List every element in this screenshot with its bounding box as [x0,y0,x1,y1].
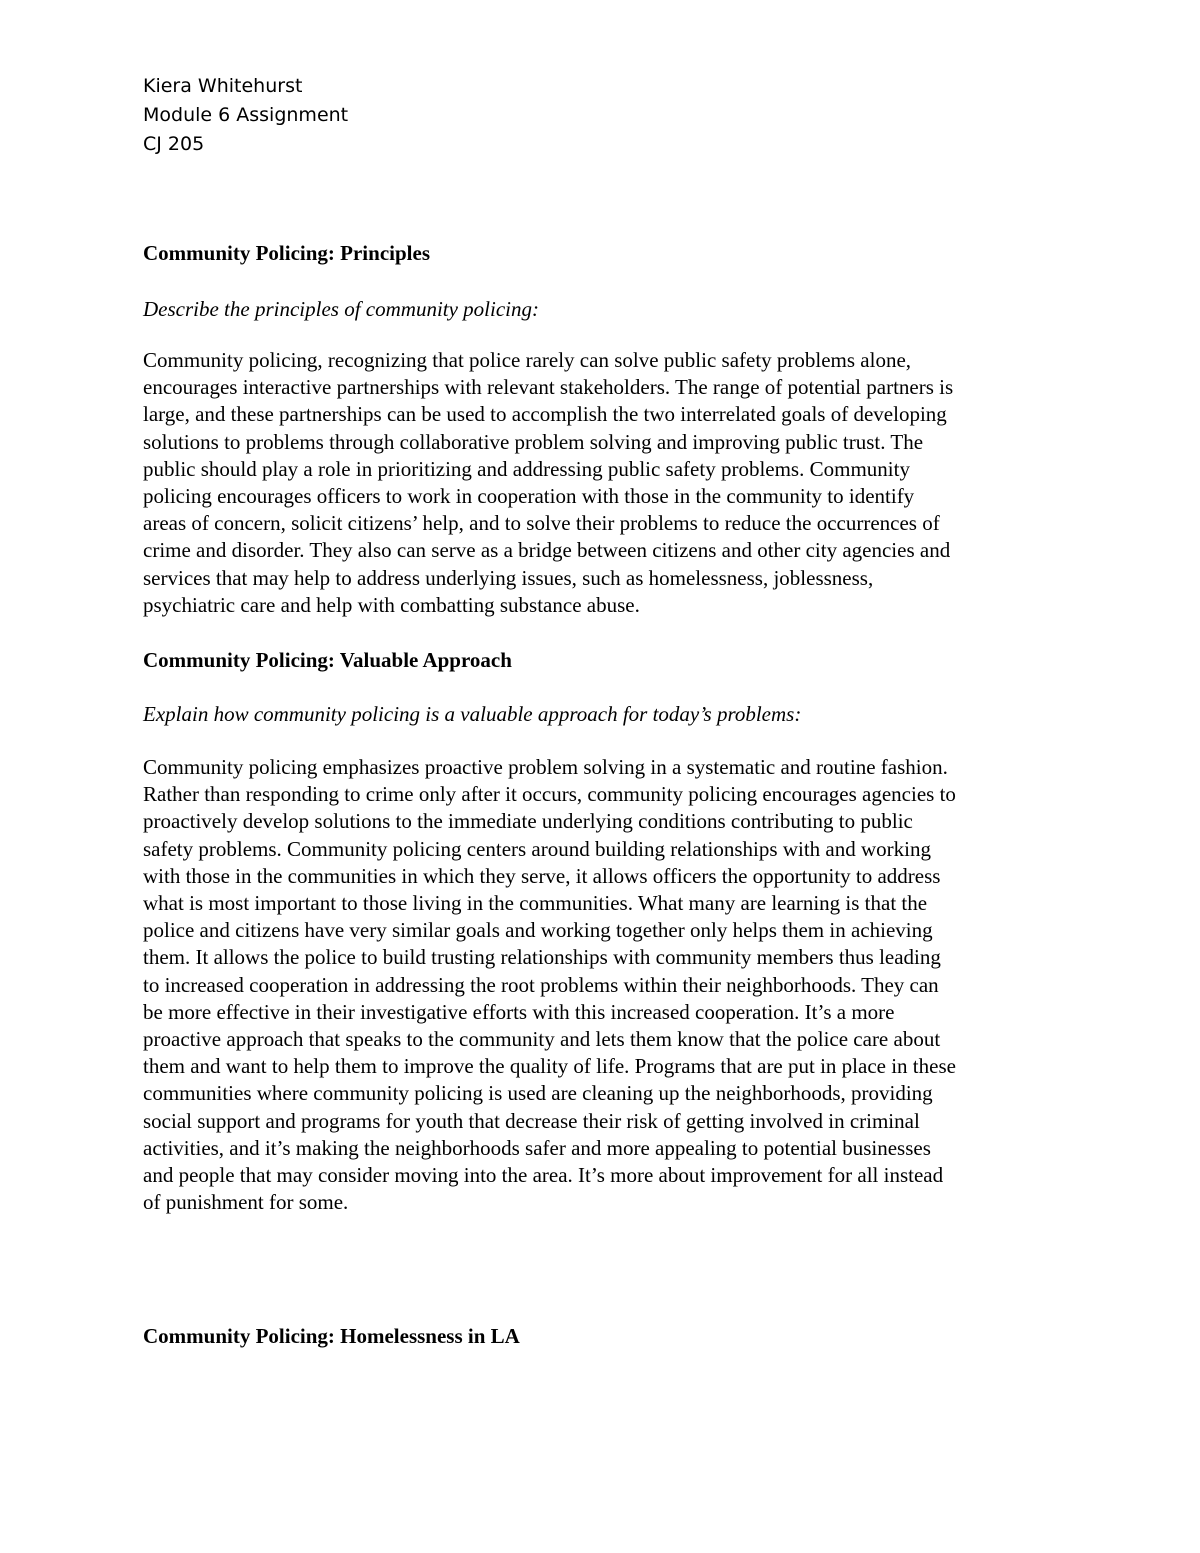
paragraph-line: psychiatric care and help with combatting substance abuse. [143,592,640,617]
paragraph-line: solutions to problems through collaborative problem solving and improving public trust. The [143,429,924,454]
section-body-valuable-approach [143,754,1073,1216]
paragraph-line: safety problems. Community policing centers around building relationships with and working [143,836,931,861]
section-heading-valuable-approach: Community Policing: Valuable Approach [143,648,512,672]
paragraph-line: police and citizens have very similar goals and working together only helps them in achieving [143,918,933,943]
paragraph-line: large, and these partnerships can be used to accomplish the two interrelated goals of developing [143,402,947,427]
paragraph-line: proactive approach that speaks to the community and lets them know that the police care about [143,1027,941,1052]
paragraph-line: be more effective in their investigative efforts with this increased cooperation. It’s a more [143,999,895,1024]
paragraph-line: what is most important to those living in the communities. What many are learning is that the [143,891,928,916]
paragraph-line: of punishment for some. [143,1190,349,1215]
section-prompt-valuable-approach: Explain how community policing is a valuable approach for today’s problems: [143,702,802,726]
assignment-title: Module 6 Assignment [143,104,349,126]
paragraph-line: services that may help to address underlying issues, such as homelessness, joblessness, [143,565,874,590]
paragraph-line: public should play a role in prioritizing and addressing public safety problems. Community [143,456,910,481]
paragraph-line: communities where community policing is used are cleaning up the neighborhoods, providing [143,1081,933,1106]
paragraph-line: social support and programs for youth that decrease their risk of getting involved in criminal [143,1108,920,1133]
paragraph-line: and people that may consider moving into the area. It’s more about improvement for all instead [143,1163,944,1188]
paragraph-line: encourages interactive partnerships with relevant stakeholders. The range of potential partners is [143,375,954,400]
paragraph-line: areas of concern, solicit citizens’ help, and to solve their problems to reduce the occurrences of [143,511,940,536]
paragraph-line: Community policing emphasizes proactive problem solving in a systematic and routine fashion. [143,755,948,779]
paragraph-line: with those in the communities in which they serve, it allows officers the opportunity to address [143,863,941,888]
paragraph-line: crime and disorder. They also can serve as a bridge between citizens and other city agencies and [143,538,951,563]
author-name: Kiera Whitehurst [143,75,303,97]
section-body-principles [143,347,1073,619]
section-prompt-principles: Describe the principles of community policing: [143,297,539,321]
paragraph-line: Rather than responding to crime only after it occurs, community policing encourages agencies to [143,782,956,807]
paragraph-line: them and want to help them to improve the quality of life. Programs that are put in place in these [143,1054,956,1079]
course-code: CJ 205 [143,133,205,155]
section-heading-homelessness: Community Policing: Homelessness in LA [143,1324,520,1348]
paragraph-line: policing encourages officers to work in cooperation with those in the community to identify [143,484,915,509]
section-heading-principles: Community Policing: Principles [143,241,430,265]
document-header [143,72,348,159]
paragraph-line: Community policing, recognizing that police rarely can solve public safety problems alone, [143,348,912,372]
paragraph-line: proactively develop solutions to the immediate underlying conditions contributing to public [143,809,913,834]
paragraph-line: them. It allows the police to build trusting relationships with community members thus leading [143,945,941,970]
paragraph-line: activities, and it’s making the neighborhoods safer and more appealing to potential businesses [143,1135,931,1160]
paragraph-line: to increased cooperation in addressing the root problems within their neighborhoods. They can [143,972,939,997]
